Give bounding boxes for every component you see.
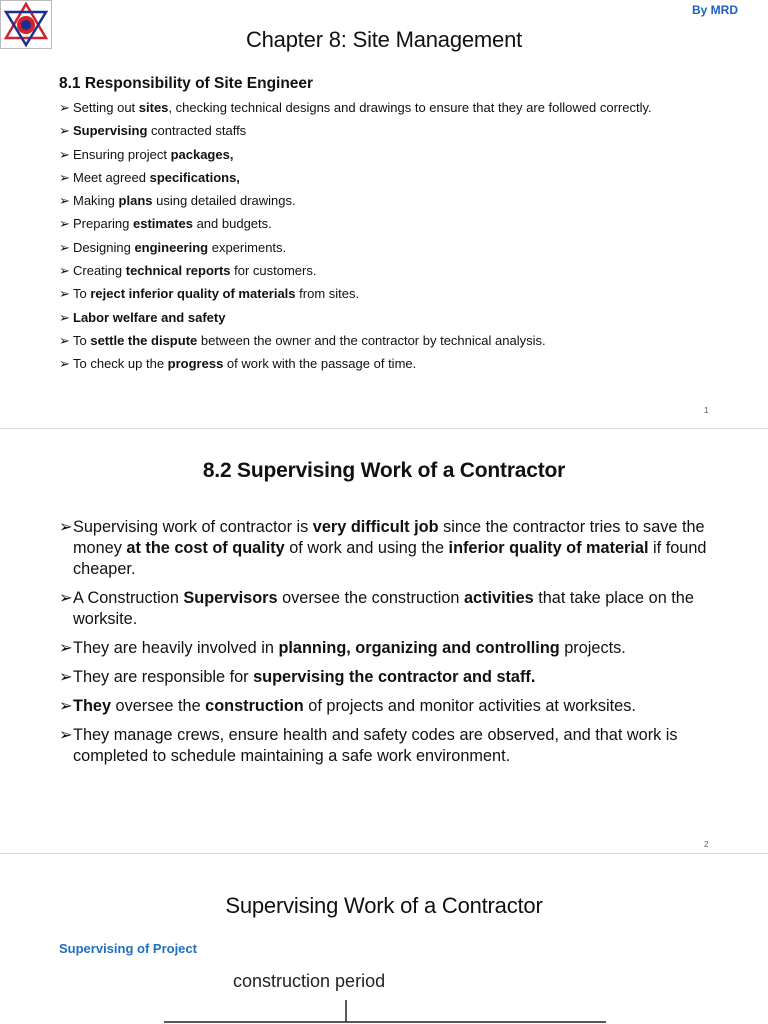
text: They are responsible for <box>73 668 254 686</box>
text: projects. <box>559 639 626 657</box>
slide-title: 8.2 Supervising Work of a Contractor <box>202 459 566 482</box>
arrow-bullet-icon: ➢ <box>59 216 70 232</box>
bullet-item <box>59 286 699 302</box>
arrow-bullet-icon: ➢ <box>59 123 70 139</box>
text: using detailed drawings. <box>152 193 296 209</box>
text: Ensuring project <box>73 146 171 162</box>
bold-text: planning, organizing and controlling <box>278 639 560 657</box>
arrow-bullet-icon: ➢ <box>59 309 70 325</box>
bold-text: estimates <box>132 216 193 232</box>
text: To check up the <box>73 356 168 372</box>
text: They manage crews, ensure health and safety codes are observed, and that work is completed to schedule maintaining a safe work environment. <box>73 726 678 765</box>
text: They are heavily involved in <box>73 639 279 657</box>
bold-text: inferior quality of material <box>448 539 649 557</box>
bold-text: reject inferior quality of materials <box>90 286 296 302</box>
text: To <box>73 332 91 348</box>
arrow-bullet-icon: ➢ <box>59 518 73 536</box>
section-heading: 8.1 Responsibility of Site Engineer <box>59 75 314 92</box>
text: of work and using the <box>284 539 449 557</box>
bullet-item <box>59 147 699 163</box>
arrow-bullet-icon: ➢ <box>59 356 70 372</box>
arrow-bullet-icon: ➢ <box>59 639 73 657</box>
bold-text: Labor welfare and safety <box>73 309 226 325</box>
text: of work with the passage of time. <box>223 356 417 372</box>
arrow-bullet-icon: ➢ <box>59 332 70 348</box>
subheading: Supervising of Project <box>59 941 197 956</box>
slide-title: Supervising Work of a Contractor <box>225 893 543 918</box>
bullet-item <box>59 588 719 630</box>
text: between the owner and the contractor by technical analysis. <box>197 332 546 348</box>
supervising-list <box>59 517 719 775</box>
page-number: 1 <box>704 406 709 415</box>
text: oversee the construction <box>277 589 464 607</box>
text: and budgets. <box>192 216 272 232</box>
bold-text: settle the dispute <box>90 332 198 348</box>
arrow-bullet-icon: ➢ <box>59 193 70 209</box>
bold-text: sites <box>138 100 169 115</box>
bold-text: very difficult job <box>312 518 439 536</box>
bullet-item <box>59 240 699 256</box>
text: Setting out <box>73 100 139 115</box>
slide-1 <box>0 0 768 428</box>
arrow-bullet-icon: ➢ <box>59 146 70 162</box>
bullet-item <box>59 333 699 349</box>
arrow-bullet-icon: ➢ <box>59 263 70 279</box>
arrow-bullet-icon: ➢ <box>59 100 70 115</box>
responsibility-list <box>59 100 699 380</box>
text: from sites. <box>295 286 360 302</box>
bold-text: progress <box>167 356 224 372</box>
diagram-label: construction period <box>233 971 386 991</box>
arrow-bullet-icon: ➢ <box>59 286 70 302</box>
bullet-item <box>59 100 699 116</box>
text: of projects and monitor activities at worksites. <box>303 697 636 715</box>
text: Preparing <box>73 216 133 232</box>
text: Meet agreed <box>73 169 150 185</box>
arrow-bullet-icon: ➢ <box>59 668 73 686</box>
bullet-item <box>59 123 699 139</box>
text: Designing <box>73 239 135 255</box>
bullet-item <box>59 667 719 688</box>
text: since the contractor tries to save the money <box>73 518 705 557</box>
bold-text: at the cost of quality <box>126 539 285 557</box>
text: oversee the <box>111 697 206 715</box>
slide-divider <box>0 853 768 854</box>
bold-text: technical reports <box>125 263 231 279</box>
text: , checking technical designs and drawings to ensure that they are followed correctly. <box>168 100 652 115</box>
author-label: By MRD <box>691 3 738 17</box>
timeline-diagram <box>160 998 610 1024</box>
text: To <box>73 286 91 302</box>
bullet-item <box>59 517 719 580</box>
bullet-item <box>59 638 719 659</box>
text: that take place on the worksite. <box>73 589 694 628</box>
bullet-item <box>59 216 699 232</box>
text: Supervising work of contractor is <box>73 518 313 536</box>
bold-text: construction <box>205 697 304 715</box>
bullet-item <box>59 310 699 326</box>
text: for customers. <box>230 263 317 279</box>
arrow-bullet-icon: ➢ <box>59 589 73 607</box>
bold-text: packages, <box>170 146 234 162</box>
arrow-bullet-icon: ➢ <box>59 239 70 255</box>
bold-text: plans <box>118 193 153 209</box>
arrow-bullet-icon: ➢ <box>59 169 70 185</box>
bullet-item <box>59 725 719 767</box>
arrow-bullet-icon: ➢ <box>59 697 73 715</box>
bullet-item <box>59 170 699 186</box>
text: contracted staffs <box>147 123 247 139</box>
bullet-item <box>59 193 699 209</box>
bullet-item <box>59 263 699 279</box>
bold-text: Supervising <box>73 123 148 139</box>
page-number: 2 <box>704 840 709 849</box>
arrow-bullet-icon: ➢ <box>59 726 73 744</box>
bold-text: specifications, <box>149 169 240 185</box>
page-title: Chapter 8: Site Management <box>245 27 523 52</box>
text: A Construction <box>73 589 184 607</box>
bullet-item <box>59 356 699 372</box>
bold-text: supervising the contractor and staff. <box>253 668 536 686</box>
text: Creating <box>73 263 126 279</box>
bold-text: They <box>73 697 112 715</box>
text: experiments. <box>208 239 287 255</box>
bullet-item <box>59 696 719 717</box>
text: if found cheaper. <box>73 539 707 578</box>
bold-text: engineering <box>134 239 209 255</box>
text: Making <box>73 193 119 209</box>
bold-text: Supervisors <box>183 589 278 607</box>
bold-text: activities <box>463 589 534 607</box>
